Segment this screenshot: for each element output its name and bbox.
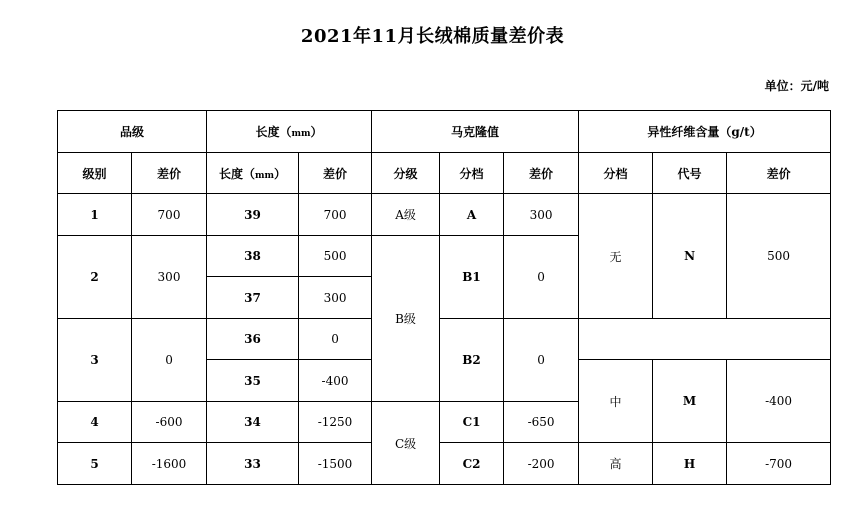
page-title: 2021年11月长绒棉质量差价表 xyxy=(300,26,565,47)
mic-diff-cell: -650 xyxy=(504,402,579,443)
fiber-band-cell: 中 xyxy=(579,360,653,443)
grade-level-cell: 3 xyxy=(58,319,132,402)
col-header: 差价 xyxy=(299,153,372,194)
grade-diff-cell: -600 xyxy=(132,402,207,443)
col-header-length-close: ） xyxy=(274,166,287,181)
mic-class-cell: C级 xyxy=(372,402,440,485)
length-diff-cell: -1250 xyxy=(299,402,372,443)
col-header: 差价 xyxy=(504,153,579,194)
grade-diff-cell: 700 xyxy=(132,194,207,236)
fiber-diff-cell: -700 xyxy=(727,443,831,485)
col-header: 代号 xyxy=(653,153,727,194)
group-header-grade: 品级 xyxy=(58,111,207,153)
length-cell: 37 xyxy=(207,277,299,319)
grade-level-cell: 5 xyxy=(58,443,132,485)
grade-level-cell: 1 xyxy=(58,194,132,236)
length-cell: 39 xyxy=(207,194,299,236)
length-diff-cell: -400 xyxy=(299,360,372,402)
length-diff-cell: 300 xyxy=(299,277,372,319)
grade-diff-cell: 0 xyxy=(132,319,207,402)
col-header-length xyxy=(207,153,299,194)
col-header-length-unit: mm xyxy=(254,170,275,181)
price-difference-table xyxy=(57,110,831,485)
table-row xyxy=(58,443,831,485)
grade-level-cell: 2 xyxy=(58,236,132,319)
mic-class-cell: A级 xyxy=(372,194,440,236)
length-cell: 35 xyxy=(207,360,299,402)
group-header-fiber: 异性纤维含量（g/t） xyxy=(579,111,831,153)
table-row xyxy=(58,319,831,360)
grade-level-cell: 4 xyxy=(58,402,132,443)
fiber-diff-cell: 500 xyxy=(727,194,831,319)
fiber-diff-cell: -400 xyxy=(727,360,831,443)
length-cell: 34 xyxy=(207,402,299,443)
mic-band-cell: C1 xyxy=(440,402,504,443)
col-header: 差价 xyxy=(132,153,207,194)
group-header-length-label: 长度（ xyxy=(255,125,292,139)
col-header: 分档 xyxy=(579,153,653,194)
fiber-band-cell: 无 xyxy=(579,194,653,319)
length-diff-cell: -1500 xyxy=(299,443,372,485)
mic-class-cell: B级 xyxy=(372,236,440,402)
length-cell: 36 xyxy=(207,319,299,360)
fiber-code-cell: M xyxy=(653,360,727,443)
fiber-code-cell: N xyxy=(653,194,727,319)
length-diff-cell: 700 xyxy=(299,194,372,236)
grade-diff-cell: -1600 xyxy=(132,443,207,485)
mic-diff-cell: 0 xyxy=(504,236,579,319)
group-header-length-unit: mm xyxy=(291,129,311,139)
length-diff-cell: 500 xyxy=(299,236,372,277)
mic-band-cell: A xyxy=(440,194,504,236)
fiber-band-cell: 高 xyxy=(579,443,653,485)
mic-diff-cell: 300 xyxy=(504,194,579,236)
length-cell: 33 xyxy=(207,443,299,485)
mic-band-cell: B1 xyxy=(440,236,504,319)
group-header-length-close: ） xyxy=(310,125,323,139)
length-diff-cell: 0 xyxy=(299,319,372,360)
col-header: 差价 xyxy=(727,153,831,194)
mic-band-cell: C2 xyxy=(440,443,504,485)
mic-diff-cell: 0 xyxy=(504,319,579,402)
table-row xyxy=(58,194,831,236)
group-header-row xyxy=(58,111,831,153)
mic-diff-cell: -200 xyxy=(504,443,579,485)
group-header-length xyxy=(207,111,372,153)
group-header-micronaire: 马克隆值 xyxy=(372,111,579,153)
mic-band-cell: B2 xyxy=(440,319,504,402)
col-header: 分档 xyxy=(440,153,504,194)
col-header: 级别 xyxy=(58,153,132,194)
col-header-length-label: 长度（ xyxy=(218,166,255,181)
length-cell: 38 xyxy=(207,236,299,277)
col-header: 分级 xyxy=(372,153,440,194)
grade-diff-cell: 300 xyxy=(132,236,207,319)
fiber-code-cell: H xyxy=(653,443,727,485)
column-header-row xyxy=(58,153,831,194)
unit-label: 单位：元/吨 xyxy=(764,79,829,93)
